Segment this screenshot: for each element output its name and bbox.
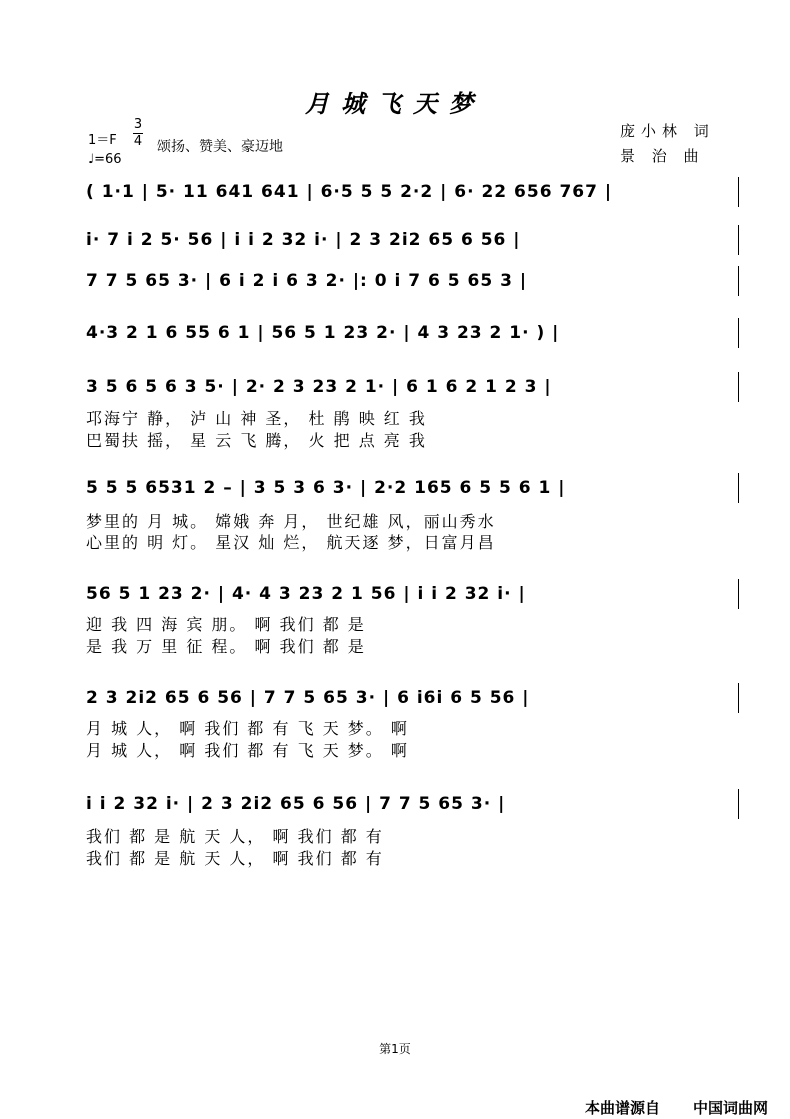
lyric-verse-2-row-9: 我们 都 是 航 天 人， 啊 我们 都 有 — [86, 849, 384, 868]
notation-row-5-text: 3 5 6 5 6 3 5· | 2· 2 3 23 2 1· | 6 1 6 2 1 2 3 | — [86, 377, 552, 397]
lyric-verse-1-row-7: 迎 我 四 海 宾 朋。 啊 我们 都 是 — [86, 615, 366, 634]
barline — [738, 579, 739, 609]
notation-row-9 — [86, 792, 740, 816]
song-title: 月城飞天梦 — [305, 89, 485, 118]
notation-row-4 — [86, 321, 740, 345]
lyricist-credit: 庞小林 词 — [620, 122, 715, 140]
lyric-verse-2-row-7: 是 我 万 里 征 程。 啊 我们 都 是 — [86, 637, 366, 656]
notation-row-2 — [86, 228, 740, 252]
composer-credit: 景 治 曲 — [620, 147, 705, 165]
notation-row-5 — [86, 375, 740, 399]
notation-row-3 — [86, 269, 740, 293]
notation-row-7 — [86, 582, 740, 606]
lyric-verse-1-row-9: 我们 都 是 航 天 人， 啊 我们 都 有 — [86, 827, 384, 846]
time-signature — [133, 118, 143, 149]
lyric-verse-1-row-5: 邛海宁 静， 泸 山 神 圣， 杜 鹃 映 红 我 — [86, 409, 427, 428]
notation-row-2-text: i· 7 i 2 5· 56 | i i 2 32 i· | 2 3 2i2 65 6 56 | — [86, 230, 521, 250]
notation-row-1 — [86, 180, 740, 204]
page-number: 第1页 — [379, 1042, 411, 1056]
lyric-verse-2-row-5: 巴蜀扶 摇， 星 云 飞 腾， 火 把 点 亮 我 — [86, 431, 427, 450]
notation-row-8-text: 2 3 2i2 65 6 56 | 7 7 5 65 3· | 6 i6i 6 5 56 | — [86, 688, 530, 708]
key-signature: 1＝F — [88, 133, 117, 148]
time-signature-top: 3 — [133, 117, 143, 132]
barline — [738, 266, 739, 296]
barline — [738, 372, 739, 402]
barline — [738, 225, 739, 255]
barline — [738, 318, 739, 348]
barline — [738, 683, 739, 713]
barline — [738, 473, 739, 503]
notation-row-1-text: ( 1·1 | 5· 11 641 641 | 6·5 5 5 2·2 | 6· 22 656 767 | — [86, 182, 613, 202]
time-signature-bottom: 4 — [133, 134, 143, 149]
notation-row-6-text: 5 5 5 6531 2 – | 3 5 3 6 3· | 2·2 165 6 5 5 6 1 | — [86, 478, 566, 498]
lyric-verse-1-row-6: 梦里的 月 城。 嫦娥 奔 月， 世纪雄 风，丽山秀水 — [86, 512, 496, 531]
tempo-marking: ♩=66 — [88, 152, 122, 167]
footer-source-prefix: 本曲谱源自 — [585, 1099, 661, 1117]
notation-row-3-text: 7 7 5 65 3· | 6 i 2 i 6 3 2· |: 0 i 7 6 5 65 3 | — [86, 271, 528, 291]
barline — [738, 177, 739, 207]
barline — [738, 789, 739, 819]
notation-row-9-text: i i 2 32 i· | 2 3 2i2 65 6 56 | 7 7 5 65 3· | — [86, 794, 506, 814]
footer-site-link[interactable]: 中国词曲网 — [693, 1099, 769, 1117]
notation-row-4-text: 4·3 2 1 6 55 6 1 | 56 5 1 23 2· | 4 3 23 2 1· ) | — [86, 323, 560, 343]
notation-row-6 — [86, 476, 740, 500]
lyric-verse-1-row-8: 月 城 人， 啊 我们 都 有 飞 天 梦。 啊 — [86, 719, 409, 738]
expression-marking: 颂扬、赞美、豪迈地 — [157, 139, 283, 155]
lyric-verse-2-row-6: 心里的 明 灯。 星汉 灿 烂， 航天逐 梦，日富月昌 — [86, 533, 496, 552]
notation-row-7-text: 56 5 1 23 2· | 4· 4 3 23 2 1 56 | i i 2 32 i· | — [86, 584, 526, 604]
lyric-verse-2-row-8: 月 城 人， 啊 我们 都 有 飞 天 梦。 啊 — [86, 741, 409, 760]
notation-row-8 — [86, 686, 740, 710]
